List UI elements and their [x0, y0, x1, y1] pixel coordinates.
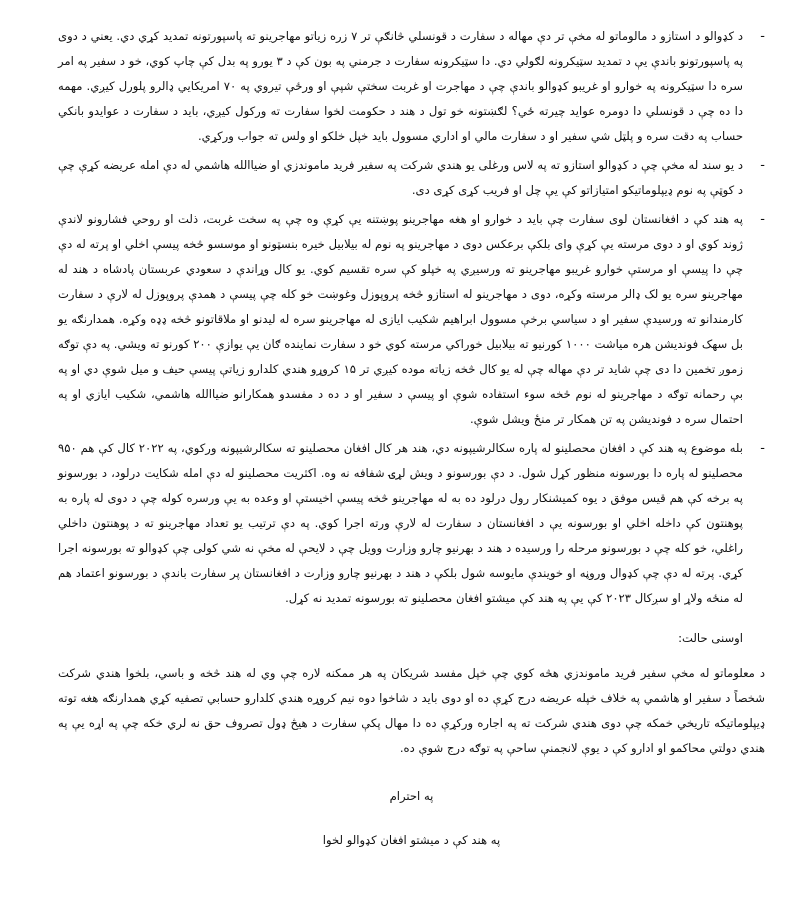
current-status-heading: اوسنی حالت: [678, 631, 743, 645]
bullet-list [58, 24, 765, 611]
closing-paragraph: د معلوماتو له مخې سفیر فرید ماموندزي هڅه کوي چې خپل مفسد شریکان په هر ممکنه لاره چې وي له هند څخه و باسي، بلخوا هندي شرکت شخصاً د سفیر او هاشمي په خلاف خپله عریضه درج کړې ده او دوی باید د شاخوا دوه نیم کروړه هندي کلدارو حسابي تصفیه کړي همدارنګه هغه تو‌ته ډیپلوماتیکه تاریخي خمکه چې دوی هندي شرکت ته په اجاره ورکړې ده دا مهال پکې سفارت د هیڅ ډول تصروف حق نه لري خکه چې په اړه یې په هندي دولتي محاکمو او ادارو کې د یوې لانجمنې ساحې په توګه درج شوې ده. [58, 666, 765, 755]
bullet-dash: - [760, 29, 765, 44]
bullet-item [58, 207, 765, 432]
bullet-dash: - [760, 441, 765, 456]
bullet-text: په هند کې د افغانستان لوی سفارت چې باید د خوارو او هغه مهاجرینو پوښتنه یې کړې وه چې په سخت غربت، ذلت او روحي فشارونو لاندې ژوند کوي او د دوی مرسته یې کړې وای بلکې برعکس دوی د مهاجرینو په نوم له بیلابیل خیره بنسټونو او موسسو څخه پیسې اخلي او پرته له دې چې دا پیسې او مرستې خوارو غریبو مهاجرینو ته ورسیږي په خپلو کې سره تقسیم کوي. یو کال وړاندې د سعودي عربستان پادشاه د هند له مهاجرینو سره یو لک ډالر مرسته وکړه، دوی د مهاجرینو له استازو څخه پروپوزل وغوښت خو کله چې پیسې د همدې پروپوزل له لارې د سفارت کارمندانو ته ورسیدې سفیر او د سیاسي برخې مسوول ابراهیم شکیب ایازی له مهاجرینو سره له لیدنو او ملاقاتونو څخه ډډه وکړه. همدارنګه یو بل سهک فوندیشن هره میاشت ۱۰۰۰ کورنیو ته بیلابیل خوراکي مرسته کوي خو د سفارت نماینده ګان یې یوازې ۲۰۰ کورنو ته ویشي. په دې توګه زموږ تخمین دا دی چې شاید تر دې مهاله چې له یو کال څخه زیاته موده کیږي تر ۱۵ کروړو هندي کلدارو زیاتې پیسې حیف و میل شوې دي او په بې رحمانه توګه د مهاجرینو له نوم څخه سوء استفاده شوې او پیسې د سفیر او د ده د مفسدو همکارانو ضیاالله هاشمي، شکیب ایازي او په احتمال سره د فوندیشن په تن همکار تر منځ ویشل شوې. [58, 212, 743, 426]
signature-line: په هند کې د میشتو افغان کډوالو لخوا [322, 833, 501, 847]
bullet-text: د کډوالو د استازو د مالوماتو له مخې تر دې مهاله د سفارت د قونسلي څانګې تر ۷ زره زیاتو مهاجرینو ته پاسپورتونه تمدید کړي دي. یعني د دوی په پاسپورتونو باندې یې د تمدید سټیکرونه لګولي دي. دا سټیکرونه سفارت د جرمني په بون کې د ۳ یورو په بدل کې چاپ کوي، خو د سفیر په امر سره دا سټیکرونه په خوارو او غریبو کډوالو باندې چې د مهاجرت او غربت سختې شپې او ورځې تیروي په ۷۰ امریکایي ډالرو پلورل کیږي. مهمه دا ده چې د قونسلي دا دومره عوايد چیرته ځي؟ لګښتونه خو تول د هند د حکومت لخوا سفارت ته ورکول کیږي، باید د سفارت د عوايدو بانکي حساب په دقت سره و پلټل شي سفیر او د سفارت مالي او اداري مسوول باید خپل خلکو او ولس ته جواب ورکړي. [58, 29, 743, 143]
bullet-dash: - [760, 158, 765, 173]
bullet-item [58, 24, 765, 149]
bullet-text: بله موضوع په هند کې د افغان محصلینو له پاره سکالرشیپونه دي، هند هر کال افغان محصلینو ته سکالرشیپونه ورکوي، په ۲۰۲۲ کال کې هم ۹۵۰ محصلینو له پاره دا بورسونه منظور کړل شول. د دې بورسونو د ویش لړۍ شفافه نه وه. اکثریت محصلینو له دې امله شکایت درلود، د بورسونو په برخه کې هم قیس موفق د یوه کمیشنکار رول درلود ده به له مهاجرینو څخه پیسې اخیستې او وعده به یې ورسره کوله چې د دوی له پاره به پوهنتون کې داخله اخلي او بورسونه یې د افغانستان د سفارت له لارې ورته اجرا کوي. په دې ترتیب یو تعداد مهاجرینو ته د پوهنتون داخلي راغلي، خو کله چې د بورسونو مرحله را ورسیده د هند د بهرنیو چارو وزارت وویل چې د لایحې له مخې نه شي کولی چې کډوالو ته بورسونه اجرا کړي. پرته له دې چې کډوال وروڼه او خویندې مایوسه شول بلکې د هند د بهرنیو چارو وزارت د افغانستان پر سفارت باندې د بورسونو اعتماد هم له منځه ولاړ او سږکال ۲۰۲۳ کې یې په هند کې میشتو افغان محصلینو ته بورسونه تمدید نه کړل. [58, 441, 743, 605]
regards-line: په احترام [389, 789, 434, 803]
bullet-text: د یو سند له مخې چې د کډوالو استازو ته په لاس ورغلی یو هندي شرکت په سفیر فرید ماموندزي او ضیاالله هاشمي له دې امله عریضه کړې چې د کوټې په نوم ډیپلوماتیکو امتیازاتو کې یې چل او فریب کړی کړی دی. [58, 158, 743, 197]
bullet-dash: - [760, 212, 765, 227]
bullet-item [58, 153, 765, 203]
bullet-item [58, 436, 765, 611]
